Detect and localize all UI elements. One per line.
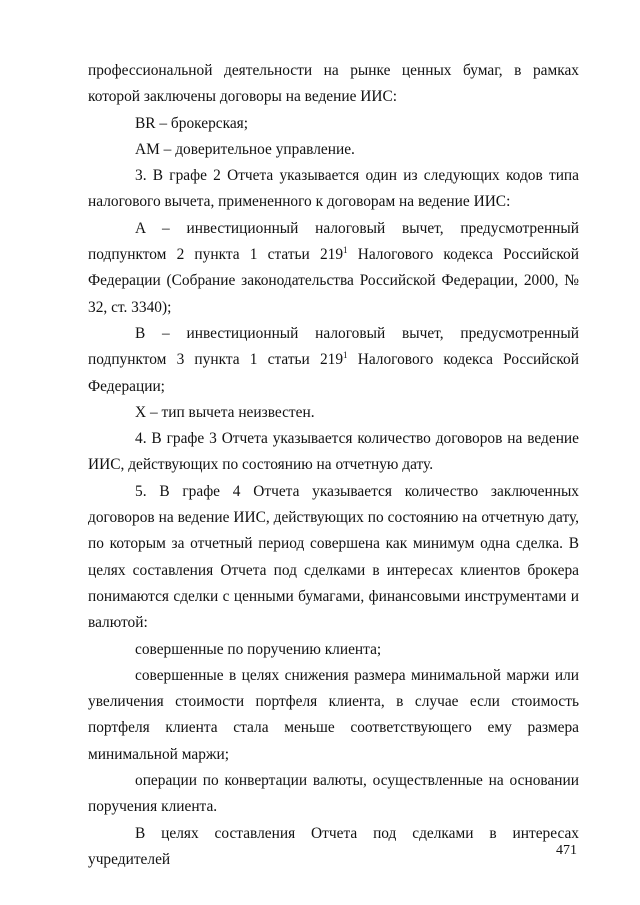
paragraph <box>88 163 579 216</box>
superscript: 1 <box>343 245 348 256</box>
text-run: Налогового кодекса Российской Федерации; <box>88 351 579 395</box>
text-run: 4. В графе 3 Отчета указывается количество договоров на ведение ИИС, действующих по состоянию на отчетную дату. <box>88 430 579 474</box>
text-run: Налогового кодекса Российской Федерации (Собрание законодательства Российской Федерации, 2000, № 32, ст. 3340); <box>88 246 579 316</box>
document-body <box>88 58 579 873</box>
list-item <box>88 637 579 663</box>
paragraph <box>88 821 579 874</box>
text-run: X – тип вычета неизвестен. <box>135 403 315 421</box>
text-run: В целях составления Отчета под сделками в интересах учредителей <box>88 824 579 868</box>
list-item <box>88 137 579 163</box>
text-run: профессиональной деятельности на рынке ценных бумаг, в рамках которой заключены договоры на ведение ИИС: <box>88 62 579 106</box>
paragraph <box>88 58 579 111</box>
text-run: BR – брокерская; <box>135 114 249 132</box>
page-number: 471 <box>556 843 577 858</box>
text-run: совершенные в целях снижения размера минимальной маржи или увеличения стоимости портфеля клиента, в случае если стоимость портфеля клиента стала меньше соответствующего ему размера минимальной маржи; <box>88 666 579 763</box>
text-run: 5. В графе 4 Отчета указывается количество заключенных договоров на ведение ИИС, действующих по состоянию на отчетную дату, по которым за отчетный период совершена как минимум одна сделка. В целях составления Отчета под сделками в интересах клиентов брокера понимаются сделки с ценными бумагами, финансовыми инструментами и валютой: <box>88 482 579 632</box>
paragraph <box>88 426 579 479</box>
paragraph <box>88 768 579 821</box>
list-item <box>88 400 579 426</box>
list-item <box>88 111 579 137</box>
text-run: A – инвестиционный налоговый вычет, предусмотренный подпунктом 2 пункта 1 статьи 219 <box>88 219 579 264</box>
text-run: совершенные по поручению клиента; <box>135 640 382 658</box>
paragraph <box>88 479 579 637</box>
paragraph <box>88 663 579 768</box>
text-run: B – инвестиционный налоговый вычет, предусмотренный подпунктом 3 пункта 1 статьи 219 <box>88 324 579 369</box>
superscript: 1 <box>343 350 348 361</box>
text-run: AM – доверительное управление. <box>135 140 355 158</box>
text-run: операции по конвертации валюты, осуществленные на основании поручения клиента. <box>88 772 579 816</box>
paragraph <box>88 321 579 400</box>
paragraph <box>88 216 579 321</box>
text-run: 3. В графе 2 Отчета указывается один из следующих кодов типа налогового вычета, примененного к договорам на ведение ИИС: <box>88 167 579 211</box>
